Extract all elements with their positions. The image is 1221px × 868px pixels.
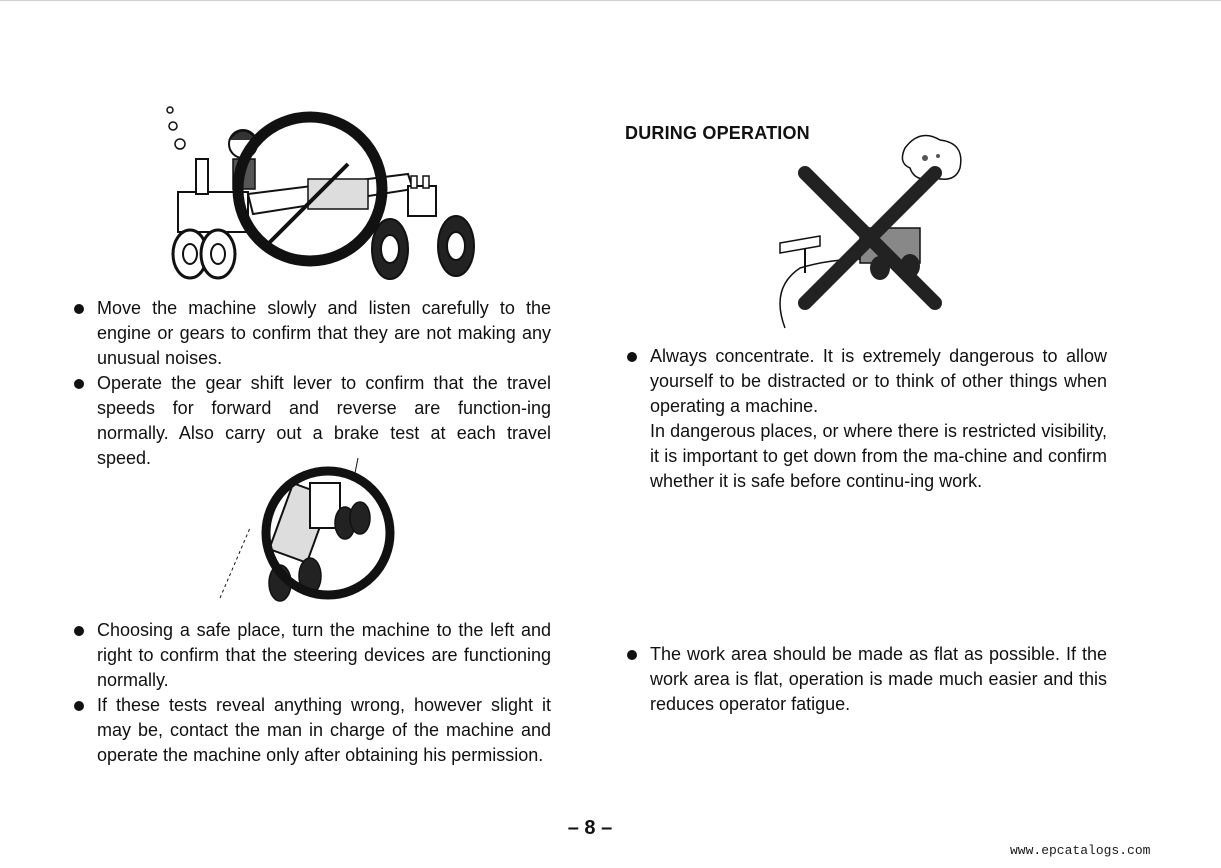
- bullet-text: Always concentrate. It is extremely dangerous to allow yourself to be distracted or to think of other things when operating a machine.: [650, 346, 1107, 416]
- right-bullets-top: [628, 344, 1107, 494]
- bullet-text: If these tests reveal anything wrong, however slight it may be, contact the man in charge of the machine and operate the machine only after obtaining his permission.: [97, 695, 551, 765]
- bullet-text: The work area should be made as flat as possible. If the work area is flat, operation is made much easier and this reduces operator fatigue.: [650, 644, 1107, 714]
- grader-turning-circle-icon: [210, 448, 420, 613]
- section-heading: DURING OPERATION: [625, 123, 810, 143]
- bullet-icon: [627, 650, 637, 660]
- left-bullets-bottom: [75, 618, 551, 768]
- top-divider: [0, 0, 1221, 1]
- crossed-out-operator-icon: [770, 128, 970, 343]
- grader-with-circle-icon: [158, 104, 488, 284]
- grader-listening-illustration: [158, 104, 488, 284]
- bullet-text-continued: In dangerous places, or where there is restricted visibility, it is important to get down from the ma-chine and confirm whether it is safe before continu-ing work.: [650, 421, 1107, 491]
- watermark-link[interactable]: www.epcatalogs.com: [1010, 843, 1151, 858]
- bullet-icon: [74, 626, 84, 636]
- bullet-text: Choosing a safe place, turn the machine to the left and right to confirm that the steering devices are functioning normally.: [97, 620, 551, 690]
- distracted-operator-illustration: [770, 128, 970, 343]
- page-number: – 8 –: [567, 817, 613, 839]
- list-item: [628, 344, 1107, 494]
- left-bullets-top: [75, 296, 551, 471]
- bullet-text: Move the machine slowly and listen carefully to the engine or gears to confirm that they are not making any unusual noises.: [97, 298, 551, 368]
- list-item: [75, 693, 551, 768]
- list-item: [628, 642, 1107, 717]
- grader-turning-illustration: [210, 448, 420, 613]
- bullet-icon: [74, 701, 84, 711]
- bullet-icon: [74, 304, 84, 314]
- bullet-icon: [74, 379, 84, 389]
- bullet-text: Operate the gear shift lever to confirm that the travel speeds for forward and reverse are function-ing normally. Also carry out a brake test at each travel speed.: [97, 373, 551, 468]
- right-bullets-bottom: [628, 642, 1107, 717]
- list-item: [75, 618, 551, 693]
- list-item: [75, 296, 551, 371]
- bullet-icon: [627, 352, 637, 362]
